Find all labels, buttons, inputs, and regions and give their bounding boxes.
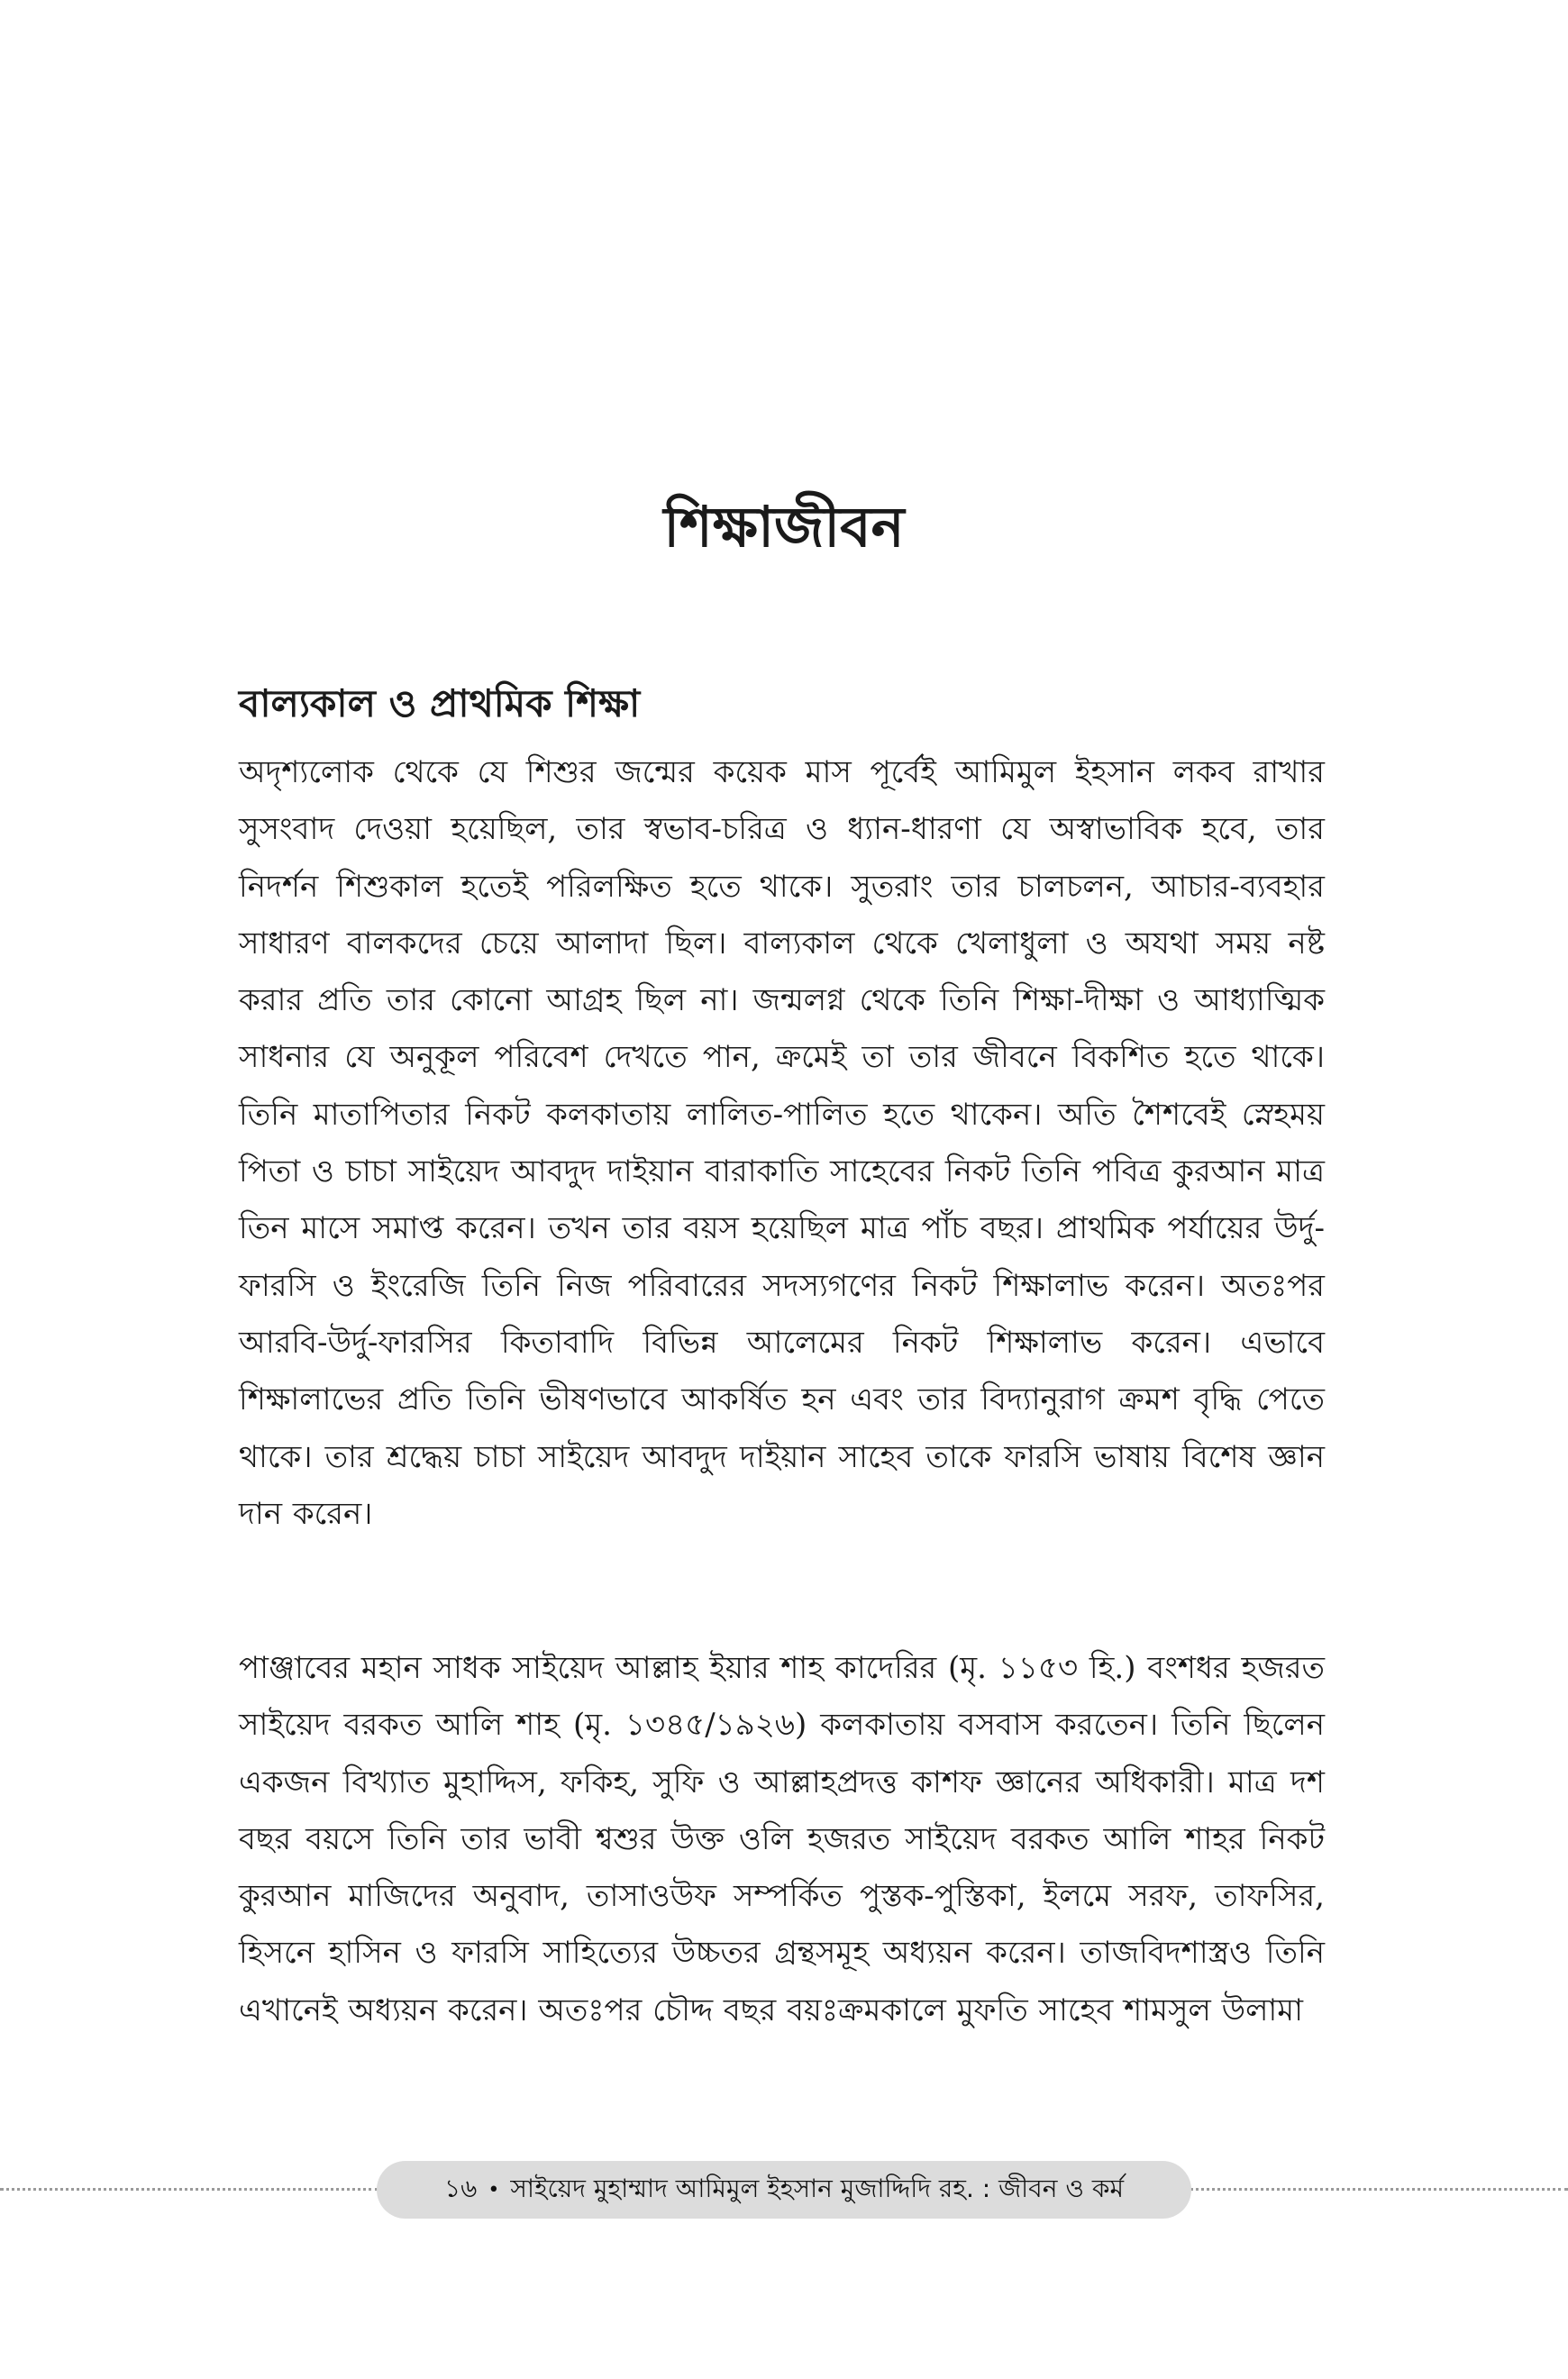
- chapter-title: শিক্ষাজীবন: [663, 494, 905, 560]
- footer-divider-right: [1190, 2188, 1568, 2191]
- footer-divider-left: [0, 2188, 378, 2191]
- running-footer: [377, 2161, 1191, 2219]
- footer-separator: •: [488, 2178, 500, 2201]
- page-number: ১৬: [443, 2173, 478, 2203]
- section-heading: বাল্যকাল ও প্রাথমিক শিক্ষা: [239, 681, 641, 725]
- book-title: সাইয়েদ মুহাম্মাদ আমিমুল ইহসান মুজাদ্দিদি রহ. : জীবন ও কর্ম: [510, 2173, 1125, 2203]
- page-footer: [0, 2161, 1568, 2219]
- body-paragraph: অদৃশ্যলোক থেকে যে শিশুর জন্মের কয়েক মাস পূর্বেই আমিমুল ইহসান লকব রাখার সুসংবাদ দেওয়া হয়েছিল, তার স্বভাব-চরিত্র ও ধ্যান-ধারণা যে অস্বাভাবিক হবে, তার নিদর্শন শিশুকাল হতেই পরিলক্ষিত হতে থাকে। সুতরাং তার চালচলন, আচার-ব্যবহার সাধারণ বালকদের চেয়ে আলাদা ছিল। বাল্যকাল থেকে খেলাধুলা ও অযথা সময় নষ্ট করার প্রতি তার কোনো আগ্রহ ছিল না। জন্মলগ্ন থেকে তিনি শিক্ষা-দীক্ষা ও আধ্যাত্মিক সাধনার যে অনুকূল পরিবেশ দেখতে পান, ক্রমেই তা তার জীবনে বিকশিত হতে থাকে। তিনি মাতাপিতার নিকট কলকাতায় লালিত-পালিত হতে থাকেন। অতি শৈশবেই স্নেহময় পিতা ও চাচা সাইয়েদ আবদুদ দাইয়ান বারাকাতি সাহেবের নিকট তিনি পবিত্র কুরআন মাত্র তিন মাসে সমাপ্ত করেন। তখন তার বয়স হয়েছিল মাত্র পাঁচ বছর। প্রাথমিক পর্যায়ের উর্দু-ফারসি ও ইংরেজি তিনি নিজ পরিবারের সদস্যগণের নিকট শিক্ষালাভ করেন। অতঃপর আরবি-উর্দু-ফারসির কিতাবাদি বিভিন্ন আলেমের নিকট শিক্ষালাভ করেন। এভাবে শিক্ষালাভের প্রতি তিনি ভীষণভাবে আকর্ষিত হন এবং তার বিদ্যানুরাগ ক্রমশ বৃদ্ধি পেতে থাকে। তার শ্রদ্ধেয় চাচা সাইয়েদ আবদুদ দাইয়ান সাহেব তাকে ফারসি ভাষায় বিশেষ জ্ঞান দান করেন।: [239, 754, 1325, 1532]
- body-paragraph: পাঞ্জাবের মহান সাধক সাইয়েদ আল্লাহ ইয়ার শাহ কাদেরির (মৃ. ১১৫৩ হি.) বংশধর হজরত সাইয়েদ বরকত আলি শাহ (মৃ. ১৩৪৫/১৯২৬) কলকাতায় বসবাস করতেন। তিনি ছিলেন একজন বিখ্যাত মুহাদ্দিস, ফকিহ, সুফি ও আল্লাহপ্রদত্ত কাশফ জ্ঞানের অধিকারী। মাত্র দশ বছর বয়সে তিনি তার ভাবী শ্বশুর উক্ত ওলি হজরত সাইয়েদ বরকত আলি শাহর নিকট কুরআন মাজিদের অনুবাদ, তাসাওউফ সম্পর্কিত পুস্তক-পুস্তিকা, ইলমে সরফ, তাফসির, হিসনে হাসিন ও ফারসি সাহিত্যের উচ্চতর গ্রন্থসমূহ অধ্যয়ন করেন। তাজবিদশাস্ত্রও তিনি এখানেই অধ্যয়ন করেন। অতঃপর চৌদ্দ বছর বয়ঃক্রমকালে মুফতি সাহেব শামসুল উলামা: [239, 1650, 1325, 2028]
